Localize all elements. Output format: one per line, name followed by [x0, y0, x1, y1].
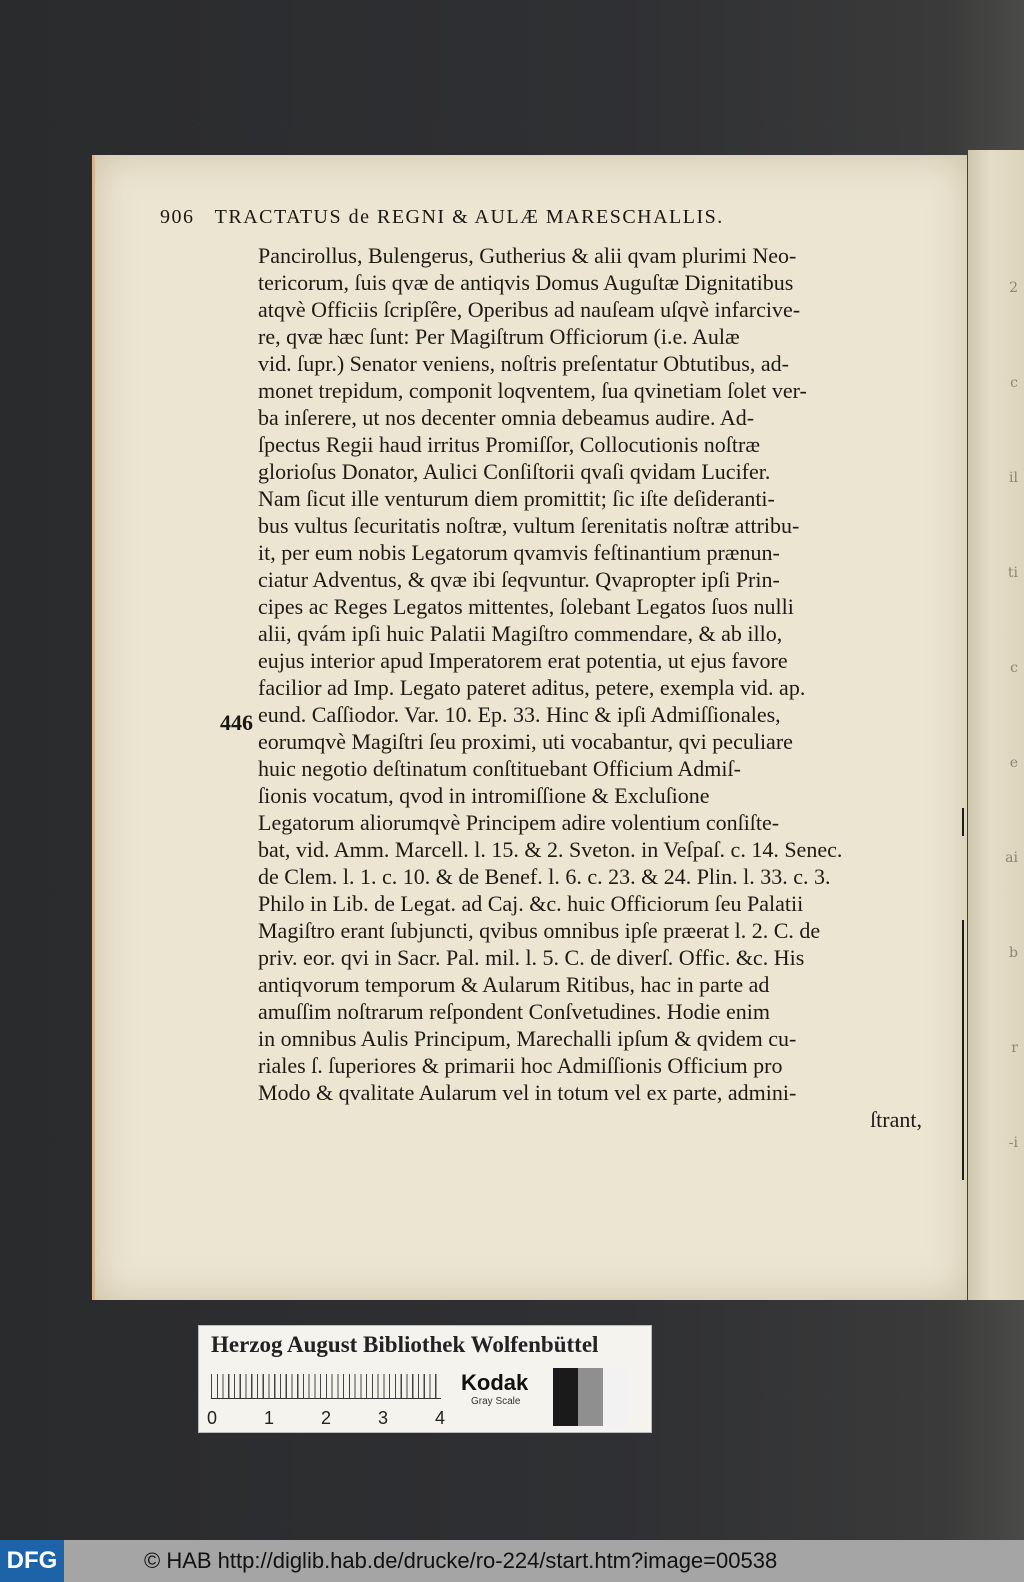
- dfg-logo: DFG: [0, 1540, 64, 1582]
- text-line: eorumqvè Magiſtri ſeu proximi, uti vocabantur, qvi peculiare: [258, 729, 793, 754]
- footer-credit: © HAB http://diglib.hab.de/drucke/ro-224/start.htm?image=00538: [144, 1548, 778, 1573]
- color-calibration-card: [198, 1325, 652, 1433]
- text-line: antiqvorum temporum & Aularum Ritibus, hac in parte ad: [258, 972, 770, 997]
- next-page-fragment: il: [1009, 470, 1018, 486]
- text-line: Nam ſicut ille venturum diem promittit; ſic iſte deſideranti-: [258, 486, 775, 511]
- next-page-edge: [968, 150, 1024, 1300]
- ruler-label: 0: [207, 1408, 218, 1428]
- text-line: bat, vid. Amm. Marcell. l. 15. & 2. Sveton. in Veſpaſ. c. 14. Senec.: [258, 837, 843, 862]
- next-page-fragment: b: [1009, 945, 1018, 961]
- ruler-label: 2: [321, 1408, 332, 1428]
- text-line: ſpectus Regii haud irritus Promiſſor, Collocutionis noſtræ: [258, 432, 761, 457]
- text-line: tericorum, ſuis qvæ de antiqvis Domus Auguſtæ Dignitatibus: [258, 270, 794, 295]
- ruler-label: 1: [264, 1408, 275, 1428]
- kodak-logo: Kodak: [461, 1370, 529, 1395]
- text-line: re, qvæ hæc ſunt: Per Magiſtrum Officiorum (i.e. Aulæ: [258, 324, 740, 349]
- catchword: ſtrant,: [870, 1107, 922, 1132]
- card-title: Herzog August Bibliothek Wolfenbüttel: [211, 1332, 599, 1357]
- text-line: vid. ſupr.) Senator veniens, noſtris preſentatur Obtutibus, ad-: [258, 351, 789, 376]
- next-page-fragment: r: [1011, 1040, 1018, 1056]
- text-line: monet trepidum, componit loqventem, ſua qvinetiam ſolet ver-: [258, 378, 807, 403]
- text-line: atqvè Officiis ſcripſêre, Operibus ad nauſeam uſqvè infarcive-: [258, 297, 801, 322]
- gray-scale-swatches: [553, 1368, 628, 1426]
- text-line: Philo in Lib. de Legat. ad Caj. &c. huic Officiorum ſeu Palatii: [258, 891, 804, 916]
- next-page-fragment: -i: [1008, 1135, 1018, 1151]
- text-line: priv. eor. qvi in Sacr. Pal. mil. l. 5. C. de diverſ. Offic. &c. His: [258, 945, 805, 970]
- text-line: amuſſim noſtrarum reſpondent Conſvetudines. Hodie enim: [258, 999, 771, 1024]
- text-line: glorioſus Donator, Aulici Conſiſtorii qvaſi qvidam Lucifer.: [258, 459, 771, 484]
- text-line: ciatur Adventus, & qvæ ibi ſeqvuntur. Qvapropter ipſi Prin-: [258, 567, 780, 592]
- ruler-label: 3: [378, 1408, 389, 1428]
- scale-ruler: [211, 1374, 441, 1399]
- next-page-fragment: c: [1010, 375, 1018, 391]
- next-page-fragment: e: [1009, 755, 1018, 771]
- text-line: Pancirollus, Bulengerus, Gutherius & alii qvam plurimi Neo-: [258, 243, 797, 268]
- gray-swatch: [603, 1368, 628, 1426]
- text-line: huic negotio deſtinatum conſtituebant Officium Admiſ-: [258, 756, 741, 781]
- body-text: [258, 242, 922, 1133]
- running-head: [160, 206, 920, 236]
- text-line: ba inſerere, ut nos decenter omnia debeamus audire. Ad-: [258, 405, 755, 430]
- footer-bar: [0, 1540, 1024, 1582]
- text-line: facilior ad Imp. Legato pateret aditus, petere, exempla vid. ap.: [258, 675, 806, 700]
- text-line: ſionis vocatum, qvod in intromiſſione & Excluſione: [258, 783, 710, 808]
- margin-rule: [962, 920, 964, 1180]
- gray-swatch: [578, 1368, 603, 1426]
- gray-swatch: [553, 1368, 578, 1426]
- running-head-title: TRACTATUS de REGNI & AULÆ MARESCHALLIS.: [214, 206, 724, 228]
- text-line: Magiſtro erant ſubjuncti, qvibus omnibus ipſe præerat l. 2. C. de: [258, 918, 821, 943]
- ruler-labels: [207, 1408, 467, 1428]
- text-line: eujus interior apud Imperatorem erat potentia, ut ejus favore: [258, 648, 788, 673]
- margin-number: 446: [220, 710, 253, 735]
- ruler-label: 4: [435, 1408, 446, 1428]
- next-page-fragment: c: [1010, 660, 1018, 676]
- text-line: Legatorum aliorumqvè Principem adire volentium conſiſte-: [258, 810, 780, 835]
- text-line: riales ſ. ſuperiores & primarii hoc Admiſſionis Officium pro: [258, 1053, 783, 1078]
- next-page-fragment: ti: [1007, 565, 1018, 581]
- next-page-fragment: 2: [1009, 280, 1018, 296]
- text-line: it, per eum nobis Legatorum qvamvis feſtinantium prænun-: [258, 540, 780, 565]
- next-page-fragment: ai: [1005, 850, 1018, 866]
- text-line: cipes ac Reges Legatos mittentes, ſolebant Legatos ſuos nulli: [258, 594, 794, 619]
- text-line: bus vultus ſecuritatis noſtræ, vultum ſerenitatis noſtræ attribu-: [258, 513, 800, 538]
- page-number: 906: [160, 206, 195, 228]
- text-line: de Clem. l. 1. c. 10. & de Benef. l. 6. c. 23. & 24. Plin. l. 33. c. 3.: [258, 864, 831, 889]
- text-line: eund. Caſſiodor. Var. 10. Ep. 33. Hinc & ipſi Admiſſionales,: [258, 702, 781, 727]
- margin-rule: [962, 808, 964, 836]
- text-line: alii, qvám ipſi huic Palatii Magiſtro commendare, & ab illo,: [258, 621, 783, 646]
- text-line: Modo & qvalitate Aularum vel in totum vel ex parte, admini-: [258, 1080, 797, 1105]
- kodak-subtitle: Gray Scale: [471, 1396, 521, 1407]
- text-line: in omnibus Aulis Principum, Marechalli ipſum & qvidem cu-: [258, 1026, 797, 1051]
